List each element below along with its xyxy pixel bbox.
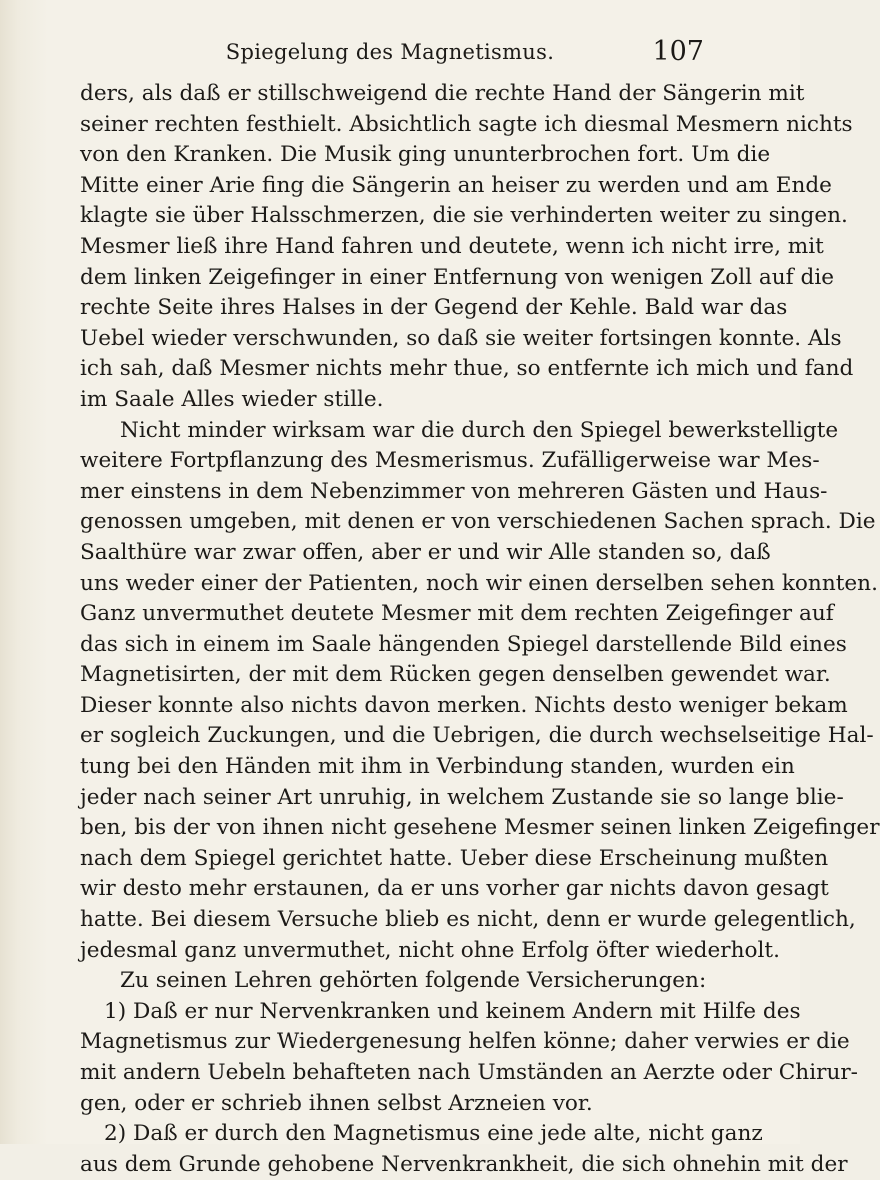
text-line: weitere Fortpflanzung des Mesmerismus. Zufälligerweise war Mes- <box>80 448 820 474</box>
text-line: 1) Daß er nur Nervenkranken und keinem Andern mit Hilfe des <box>104 998 801 1024</box>
text-line: er sogleich Zuckungen, und die Uebrigen, die durch wechselseitige Hal- <box>80 723 874 749</box>
text-line: tung bei den Händen mit ihm in Verbindung standen, wurden ein <box>80 754 795 780</box>
text-line: mit andern Uebeln behafteten nach Umständen an Aerzte oder Chirur- <box>80 1060 858 1085</box>
running-title: Spiegelung des Magnetismus. <box>225 40 555 64</box>
text-line: uns weder einer der Patienten, noch wir einen derselben sehen konnten. <box>80 570 878 596</box>
text-line: genossen umgeben, mit denen er von verschiedenen Sachen sprach. Die <box>80 509 876 535</box>
text-line: von den Kranken. Die Musik ging ununterbrochen fort. Um die <box>80 142 771 168</box>
page-header <box>80 34 704 74</box>
text-line: ben, bis der von ihnen nicht gesehene Mesmer seinen linken Zeigefinger <box>80 815 880 841</box>
text-line: Mitte einer Arie fing die Sängerin an heiser zu werden und am Ende <box>80 172 832 198</box>
text-line: rechte Seite ihres Halses in der Gegend der Kehle. Bald war das <box>80 295 788 321</box>
text-line: Mesmer ließ ihre Hand fahren und deutete, wenn ich nicht irre, mit <box>80 233 824 259</box>
text-line: Magnetismus zur Wiedergenesung helfen könne; daher verwies er die <box>80 1029 850 1055</box>
text-line: wir desto mehr erstaunen, da er uns vorher gar nichts davon gesagt <box>80 876 829 902</box>
text-line: dem linken Zeigefinger in einer Entfernung von wenigen Zoll auf die <box>80 264 835 290</box>
text-line: jedesmal ganz unvermuthet, nicht ohne Erfolg öfter wiederholt. <box>80 937 780 963</box>
text-line: hatte. Bei diesem Versuche blieb es nicht, denn er wurde gelegentlich, <box>80 907 856 933</box>
text-line: ders, als daß er stillschweigend die rechte Hand der Sängerin mit <box>80 81 805 106</box>
text-line: das sich in einem im Saale hängenden Spiegel darstellende Bild eines <box>80 631 847 657</box>
text-line: Zu seinen Lehren gehörten folgende Versicherungen: <box>120 968 707 994</box>
text-line: jeder nach seiner Art unruhig, in welchem Zustande sie so lange blie- <box>80 784 844 810</box>
text-line: Dieser konnte also nichts davon merken. Nichts desto weniger bekam <box>80 692 848 718</box>
page-number: 107 <box>652 36 704 67</box>
text-line: mer einstens in dem Nebenzimmer von mehreren Gästen und Haus- <box>80 478 828 504</box>
text-line: ich sah, daß Mesmer nichts mehr thue, so entfernte ich mich und fand <box>80 356 854 382</box>
text-line: nach dem Spiegel gerichtet hatte. Ueber diese Erscheinung mußten <box>80 845 829 871</box>
text-line: aus dem Grunde gehobene Nervenkrankheit, die sich ohnehin mit der <box>80 1151 848 1177</box>
text-line: Uebel wieder verschwunden, so daß sie weiter fortsingen konnte. Als <box>80 325 842 351</box>
text-line: Magnetisirten, der mit dem Rücken gegen denselben gewendet war. <box>80 662 831 688</box>
text-line: klagte sie über Halsschmerzen, die sie verhinderten weiter zu singen. <box>80 203 848 229</box>
text-line: Nicht minder wirksam war die durch den Spiegel bewerkstelligte <box>120 417 839 443</box>
text-line: gen, oder er schrieb ihnen selbst Arzneien vor. <box>80 1090 593 1116</box>
body-text <box>80 79 880 1180</box>
text-line: Saalthüre war zwar offen, aber er und wir Alle standen so, daß <box>80 539 771 565</box>
text-line: Ganz unvermuthet deutete Mesmer mit dem rechten Zeigefinger auf <box>80 601 834 627</box>
text-line: 2) Daß er durch den Magnetismus eine jede alte, nicht ganz <box>104 1121 763 1147</box>
text-line: im Saale Alles wieder stille. <box>80 386 384 412</box>
text-line: seiner rechten festhielt. Absichtlich sagte ich diesmal Mesmern nichts <box>80 111 853 137</box>
